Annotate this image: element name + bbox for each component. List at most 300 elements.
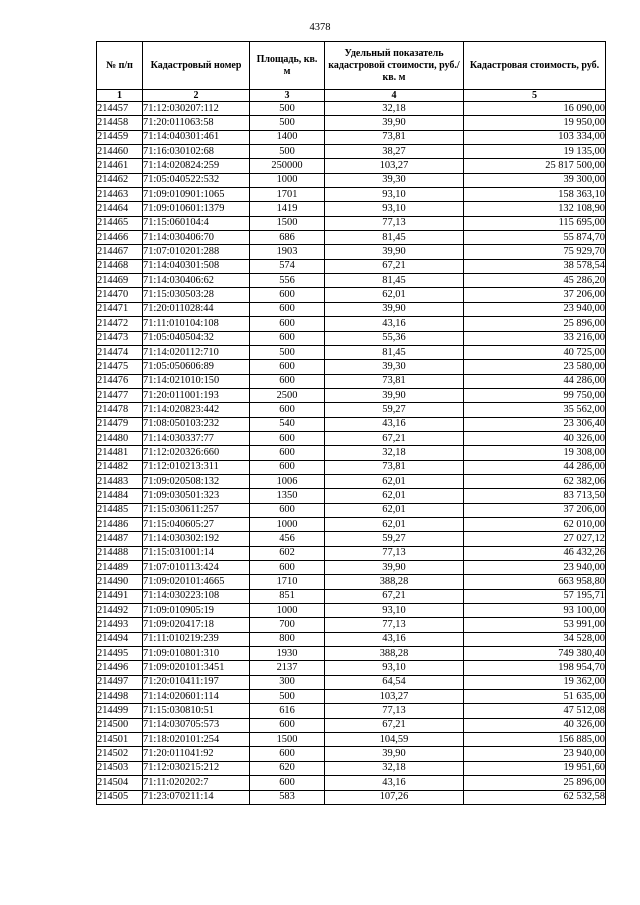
unit-rate-cell: 62,01	[325, 474, 464, 488]
page-number: 4378	[309, 22, 331, 33]
unit-rate-cell: 39,90	[325, 245, 464, 259]
unit-rate-cell: 39,30	[325, 173, 464, 187]
unit-rate-cell: 67,21	[325, 431, 464, 445]
cadastral-number-cell: 71:07:010113:424	[143, 561, 250, 575]
cadastral-number-cell: 71:14:040301:461	[143, 130, 250, 144]
area-cell: 600	[250, 403, 325, 417]
unit-rate-cell: 67,21	[325, 718, 464, 732]
cadastral-value-cell: 38 578,54	[464, 259, 606, 273]
table-row	[97, 503, 606, 517]
cadastral-value-cell: 156 885,00	[464, 733, 606, 747]
cadastral-value-cell: 27 027,12	[464, 532, 606, 546]
cadastral-number-cell: 71:14:030406:62	[143, 274, 250, 288]
column-number-row	[97, 90, 606, 102]
row-number-cell: 214496	[97, 661, 143, 675]
row-number-cell: 214497	[97, 675, 143, 689]
unit-rate-cell: 73,81	[325, 130, 464, 144]
area-cell: 600	[250, 503, 325, 517]
area-cell: 540	[250, 417, 325, 431]
unit-rate-cell: 32,18	[325, 446, 464, 460]
area-cell: 600	[250, 460, 325, 474]
unit-rate-cell: 103,27	[325, 159, 464, 173]
cadastral-value-cell: 25 896,00	[464, 317, 606, 331]
cadastral-value-cell: 132 108,90	[464, 202, 606, 216]
row-number-cell: 214498	[97, 690, 143, 704]
row-number-cell: 214486	[97, 517, 143, 531]
row-number-cell: 214461	[97, 159, 143, 173]
unit-rate-cell: 81,45	[325, 231, 464, 245]
cadastral-number-cell: 71:09:030501:323	[143, 489, 250, 503]
unit-rate-cell: 43,16	[325, 417, 464, 431]
row-number-cell: 214458	[97, 116, 143, 130]
cadastral-value-cell: 37 206,00	[464, 503, 606, 517]
cadastral-number-cell: 71:23:070211:14	[143, 790, 250, 804]
table-row	[97, 130, 606, 144]
table-row	[97, 618, 606, 632]
table-row	[97, 202, 606, 216]
unit-rate-cell: 62,01	[325, 489, 464, 503]
row-number-cell: 214475	[97, 360, 143, 374]
row-number-cell: 214481	[97, 446, 143, 460]
cadastral-value-cell: 19 951,60	[464, 761, 606, 775]
cadastral-number-cell: 71:15:060104:4	[143, 216, 250, 230]
column-number: 1	[97, 90, 143, 102]
unit-rate-cell: 62,01	[325, 503, 464, 517]
table-row	[97, 675, 606, 689]
cadastral-number-cell: 71:11:010219:239	[143, 632, 250, 646]
cadastral-number-cell: 71:20:011041:92	[143, 747, 250, 761]
row-number-cell: 214476	[97, 374, 143, 388]
table-row	[97, 632, 606, 646]
area-cell: 300	[250, 675, 325, 689]
cadastral-number-cell: 71:14:021010:150	[143, 374, 250, 388]
row-number-cell: 214482	[97, 460, 143, 474]
unit-rate-cell: 388,28	[325, 575, 464, 589]
cadastral-value-cell: 35 562,00	[464, 403, 606, 417]
row-number-cell: 214459	[97, 130, 143, 144]
cadastral-value-cell: 37 206,00	[464, 288, 606, 302]
table-row	[97, 647, 606, 661]
table-row	[97, 417, 606, 431]
area-cell: 600	[250, 561, 325, 575]
row-number-cell: 214488	[97, 546, 143, 560]
cadastral-value-cell: 23 940,00	[464, 302, 606, 316]
cadastral-value-cell: 62 010,00	[464, 517, 606, 531]
table-row	[97, 317, 606, 331]
unit-rate-cell: 39,90	[325, 302, 464, 316]
cadastral-value-cell: 25 817 500,00	[464, 159, 606, 173]
cadastral-value-cell: 33 216,00	[464, 331, 606, 345]
unit-rate-cell: 104,59	[325, 733, 464, 747]
unit-rate-cell: 67,21	[325, 259, 464, 273]
cadastral-number-cell: 71:09:010601:1379	[143, 202, 250, 216]
cadastral-number-cell: 71:14:020823:442	[143, 403, 250, 417]
cadastral-number-cell: 71:09:020417:18	[143, 618, 250, 632]
cadastral-number-cell: 71:12:020326:660	[143, 446, 250, 460]
table-row	[97, 374, 606, 388]
unit-rate-cell: 32,18	[325, 102, 464, 116]
row-number-cell: 214493	[97, 618, 143, 632]
area-cell: 250000	[250, 159, 325, 173]
cadastral-number-cell: 71:12:010213:311	[143, 460, 250, 474]
area-cell: 1000	[250, 604, 325, 618]
table-row	[97, 188, 606, 202]
row-number-cell: 214479	[97, 417, 143, 431]
row-number-cell: 214460	[97, 145, 143, 159]
unit-rate-cell: 55,36	[325, 331, 464, 345]
unit-rate-cell: 43,16	[325, 632, 464, 646]
row-number-cell: 214465	[97, 216, 143, 230]
row-number-cell: 214492	[97, 604, 143, 618]
header-number: № п/п	[97, 42, 143, 90]
row-number-cell: 214480	[97, 431, 143, 445]
cadastral-value-cell: 34 528,00	[464, 632, 606, 646]
cadastral-value-cell: 23 580,00	[464, 360, 606, 374]
unit-rate-cell: 81,45	[325, 274, 464, 288]
cadastral-number-cell: 71:20:011063:58	[143, 116, 250, 130]
unit-rate-cell: 103,27	[325, 690, 464, 704]
cadastral-value-cell: 198 954,70	[464, 661, 606, 675]
cadastral-number-cell: 71:09:010801:310	[143, 647, 250, 661]
area-cell: 620	[250, 761, 325, 775]
row-number-cell: 214467	[97, 245, 143, 259]
table-row	[97, 388, 606, 402]
cadastral-number-cell: 71:20:010411:197	[143, 675, 250, 689]
cadastral-value-cell: 62 532,58	[464, 790, 606, 804]
area-cell: 600	[250, 431, 325, 445]
cadastral-number-cell: 71:18:020101:254	[143, 733, 250, 747]
cadastral-value-cell: 75 929,70	[464, 245, 606, 259]
area-cell: 600	[250, 331, 325, 345]
unit-rate-cell: 93,10	[325, 202, 464, 216]
header-row	[97, 42, 606, 90]
cadastral-number-cell: 71:14:040301:508	[143, 259, 250, 273]
unit-rate-cell: 43,16	[325, 317, 464, 331]
area-cell: 616	[250, 704, 325, 718]
cadastral-value-cell: 62 382,06	[464, 474, 606, 488]
area-cell: 1000	[250, 173, 325, 187]
unit-rate-cell: 64,54	[325, 675, 464, 689]
table-row	[97, 159, 606, 173]
table-row	[97, 561, 606, 575]
row-number-cell: 214471	[97, 302, 143, 316]
unit-rate-cell: 73,81	[325, 374, 464, 388]
unit-rate-cell: 107,26	[325, 790, 464, 804]
unit-rate-cell: 77,13	[325, 618, 464, 632]
table-row	[97, 102, 606, 116]
cadastral-number-cell: 71:14:030705:573	[143, 718, 250, 732]
cadastral-number-cell: 71:09:010905:19	[143, 604, 250, 618]
cadastral-value-cell: 83 713,50	[464, 489, 606, 503]
area-cell: 686	[250, 231, 325, 245]
cadastral-value-cell: 19 362,00	[464, 675, 606, 689]
cadastral-value-cell: 19 135,00	[464, 145, 606, 159]
cadastral-value-cell: 749 380,40	[464, 647, 606, 661]
area-cell: 574	[250, 259, 325, 273]
table-row	[97, 546, 606, 560]
cadastral-number-cell: 71:14:020112:710	[143, 345, 250, 359]
column-number: 4	[325, 90, 464, 102]
row-number-cell: 214478	[97, 403, 143, 417]
cadastral-number-cell: 71:14:020824:259	[143, 159, 250, 173]
cadastral-number-cell: 71:11:010104:108	[143, 317, 250, 331]
area-cell: 1500	[250, 216, 325, 230]
table-row	[97, 489, 606, 503]
row-number-cell: 214464	[97, 202, 143, 216]
row-number-cell: 214494	[97, 632, 143, 646]
row-number-cell: 214505	[97, 790, 143, 804]
area-cell: 851	[250, 589, 325, 603]
area-cell: 600	[250, 302, 325, 316]
cadastral-value-cell: 93 100,00	[464, 604, 606, 618]
cadastral-value-cell: 44 286,00	[464, 374, 606, 388]
table-row	[97, 776, 606, 790]
table-row	[97, 589, 606, 603]
area-cell: 1930	[250, 647, 325, 661]
unit-rate-cell: 62,01	[325, 288, 464, 302]
unit-rate-cell: 43,16	[325, 776, 464, 790]
cadastral-number-cell: 71:09:020101:3451	[143, 661, 250, 675]
table-row	[97, 274, 606, 288]
area-cell: 456	[250, 532, 325, 546]
cadastral-number-cell: 71:16:030102:68	[143, 145, 250, 159]
area-cell: 1710	[250, 575, 325, 589]
cadastral-number-cell: 71:09:020508:132	[143, 474, 250, 488]
cadastral-number-cell: 71:05:050606:89	[143, 360, 250, 374]
row-number-cell: 214501	[97, 733, 143, 747]
cadastral-value-cell: 19 950,00	[464, 116, 606, 130]
table-row	[97, 259, 606, 273]
cadastral-value-cell: 46 432,26	[464, 546, 606, 560]
area-cell: 1400	[250, 130, 325, 144]
area-cell: 583	[250, 790, 325, 804]
row-number-cell: 214472	[97, 317, 143, 331]
cadastral-number-cell: 71:14:020601:114	[143, 690, 250, 704]
table-row	[97, 790, 606, 804]
cadastral-number-cell: 71:15:030611:257	[143, 503, 250, 517]
cadastral-value-cell: 40 725,00	[464, 345, 606, 359]
table-row	[97, 704, 606, 718]
area-cell: 602	[250, 546, 325, 560]
row-number-cell: 214473	[97, 331, 143, 345]
cadastral-number-cell: 71:15:031001:14	[143, 546, 250, 560]
unit-rate-cell: 77,13	[325, 216, 464, 230]
cadastral-value-cell: 663 958,80	[464, 575, 606, 589]
area-cell: 1701	[250, 188, 325, 202]
row-number-cell: 214470	[97, 288, 143, 302]
column-number: 5	[464, 90, 606, 102]
table-row	[97, 733, 606, 747]
cadastral-value-cell: 45 286,20	[464, 274, 606, 288]
unit-rate-cell: 59,27	[325, 403, 464, 417]
cadastral-number-cell: 71:08:050103:232	[143, 417, 250, 431]
cadastral-value-cell: 23 940,00	[464, 561, 606, 575]
table-row	[97, 331, 606, 345]
cadastral-number-cell: 71:15:040605:27	[143, 517, 250, 531]
table-row	[97, 245, 606, 259]
row-number-cell: 214462	[97, 173, 143, 187]
area-cell: 556	[250, 274, 325, 288]
cadastral-number-cell: 71:05:040504:32	[143, 331, 250, 345]
column-number: 2	[143, 90, 250, 102]
cadastral-number-cell: 71:14:030337:77	[143, 431, 250, 445]
row-number-cell: 214485	[97, 503, 143, 517]
cadastral-value-cell: 103 334,00	[464, 130, 606, 144]
area-cell: 1350	[250, 489, 325, 503]
table-row	[97, 431, 606, 445]
row-number-cell: 214489	[97, 561, 143, 575]
cadastral-number-cell: 71:15:030810:51	[143, 704, 250, 718]
unit-rate-cell: 93,10	[325, 661, 464, 675]
cadastral-value-cell: 23 940,00	[464, 747, 606, 761]
cadastral-number-cell: 71:09:020101:4665	[143, 575, 250, 589]
area-cell: 600	[250, 317, 325, 331]
unit-rate-cell: 93,10	[325, 604, 464, 618]
cadastral-value-cell: 53 991,00	[464, 618, 606, 632]
unit-rate-cell: 67,21	[325, 589, 464, 603]
cadastral-number-cell: 71:15:030503:28	[143, 288, 250, 302]
table-row	[97, 747, 606, 761]
header-cadastral-value: Кадастровая стоимость, руб.	[464, 42, 606, 90]
unit-rate-cell: 39,90	[325, 747, 464, 761]
table-row	[97, 345, 606, 359]
table-row	[97, 761, 606, 775]
cadastral-value-cell: 99 750,00	[464, 388, 606, 402]
cadastral-number-cell: 71:05:040522:532	[143, 173, 250, 187]
table-row	[97, 474, 606, 488]
unit-rate-cell: 39,90	[325, 388, 464, 402]
table-row	[97, 532, 606, 546]
cadastral-number-cell: 71:12:030215:212	[143, 761, 250, 775]
row-number-cell: 214463	[97, 188, 143, 202]
table-row	[97, 517, 606, 531]
row-number-cell: 214474	[97, 345, 143, 359]
cadastral-value-cell: 115 695,00	[464, 216, 606, 230]
cadastral-number-cell: 71:09:010901:1065	[143, 188, 250, 202]
cadastral-value-table	[96, 41, 606, 805]
area-cell: 600	[250, 446, 325, 460]
area-cell: 2137	[250, 661, 325, 675]
table-body	[97, 102, 606, 805]
cadastral-value-cell: 47 512,08	[464, 704, 606, 718]
cadastral-value-cell: 44 286,00	[464, 460, 606, 474]
cadastral-number-cell: 71:12:030207:112	[143, 102, 250, 116]
cadastral-value-cell: 40 326,00	[464, 431, 606, 445]
unit-rate-cell: 73,81	[325, 460, 464, 474]
table-row	[97, 116, 606, 130]
unit-rate-cell: 32,18	[325, 761, 464, 775]
table-row	[97, 173, 606, 187]
table-row	[97, 690, 606, 704]
table-row	[97, 403, 606, 417]
cadastral-value-cell: 158 363,10	[464, 188, 606, 202]
row-number-cell: 214495	[97, 647, 143, 661]
table-row	[97, 302, 606, 316]
area-cell: 600	[250, 747, 325, 761]
area-cell: 1006	[250, 474, 325, 488]
unit-rate-cell: 388,28	[325, 647, 464, 661]
cadastral-number-cell: 71:20:011001:193	[143, 388, 250, 402]
row-number-cell: 214491	[97, 589, 143, 603]
table-row	[97, 661, 606, 675]
area-cell: 700	[250, 618, 325, 632]
table-row	[97, 145, 606, 159]
cadastral-value-cell: 39 300,00	[464, 173, 606, 187]
row-number-cell: 214468	[97, 259, 143, 273]
cadastral-value-cell: 51 635,00	[464, 690, 606, 704]
cadastral-value-cell: 57 195,71	[464, 589, 606, 603]
table-row	[97, 288, 606, 302]
row-number-cell: 214490	[97, 575, 143, 589]
unit-rate-cell: 39,90	[325, 116, 464, 130]
cadastral-value-cell: 19 308,00	[464, 446, 606, 460]
area-cell: 500	[250, 116, 325, 130]
table-row	[97, 216, 606, 230]
row-number-cell: 214477	[97, 388, 143, 402]
area-cell: 1000	[250, 517, 325, 531]
column-number: 3	[250, 90, 325, 102]
row-number-cell: 214469	[97, 274, 143, 288]
area-cell: 500	[250, 102, 325, 116]
unit-rate-cell: 39,90	[325, 561, 464, 575]
row-number-cell: 214503	[97, 761, 143, 775]
cadastral-value-cell: 25 896,00	[464, 776, 606, 790]
cadastral-number-cell: 71:14:030223:108	[143, 589, 250, 603]
row-number-cell: 214499	[97, 704, 143, 718]
header-unit-rate: Удельный показатель кадастровой стоимости, руб./кв. м	[325, 42, 464, 90]
cadastral-number-cell: 71:07:010201:288	[143, 245, 250, 259]
unit-rate-cell: 77,13	[325, 704, 464, 718]
area-cell: 500	[250, 145, 325, 159]
area-cell: 2500	[250, 388, 325, 402]
cadastral-number-cell: 71:14:030302:192	[143, 532, 250, 546]
cadastral-number-cell: 71:11:020202:7	[143, 776, 250, 790]
area-cell: 600	[250, 718, 325, 732]
area-cell: 1903	[250, 245, 325, 259]
cadastral-value-cell: 55 874,70	[464, 231, 606, 245]
header-cadastral-number: Кадастровый номер	[143, 42, 250, 90]
table-row	[97, 460, 606, 474]
table-row	[97, 575, 606, 589]
unit-rate-cell: 39,30	[325, 360, 464, 374]
unit-rate-cell: 62,01	[325, 517, 464, 531]
area-cell: 600	[250, 288, 325, 302]
table-row	[97, 604, 606, 618]
row-number-cell: 214500	[97, 718, 143, 732]
cadastral-value-cell: 16 090,00	[464, 102, 606, 116]
unit-rate-cell: 59,27	[325, 532, 464, 546]
area-cell: 500	[250, 345, 325, 359]
row-number-cell: 214483	[97, 474, 143, 488]
table-row	[97, 446, 606, 460]
area-cell: 1500	[250, 733, 325, 747]
row-number-cell: 214487	[97, 532, 143, 546]
header-area: Площадь, кв. м	[250, 42, 325, 90]
area-cell: 600	[250, 360, 325, 374]
cadastral-number-cell: 71:14:030406:70	[143, 231, 250, 245]
cadastral-value-cell: 23 306,40	[464, 417, 606, 431]
area-cell: 500	[250, 690, 325, 704]
row-number-cell: 214457	[97, 102, 143, 116]
area-cell: 1419	[250, 202, 325, 216]
unit-rate-cell: 38,27	[325, 145, 464, 159]
unit-rate-cell: 81,45	[325, 345, 464, 359]
row-number-cell: 214484	[97, 489, 143, 503]
table-row	[97, 360, 606, 374]
row-number-cell: 214504	[97, 776, 143, 790]
cadastral-number-cell: 71:20:011028:44	[143, 302, 250, 316]
area-cell: 600	[250, 776, 325, 790]
